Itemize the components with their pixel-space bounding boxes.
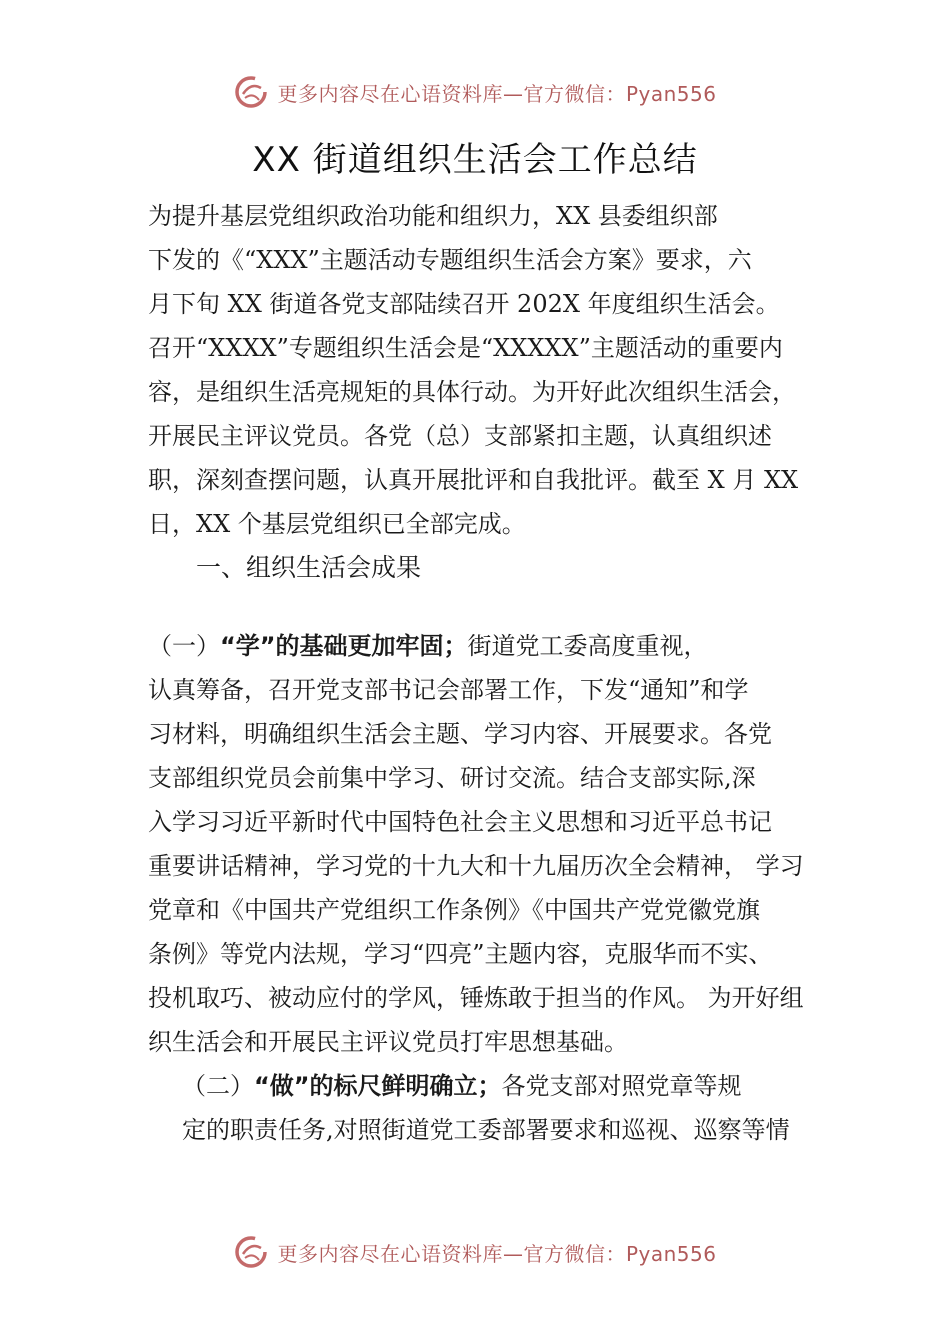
subsection-1-number: （一） [148, 632, 220, 660]
intro-paragraph: 为提升基层党组织政治功能和组织力，XX 县委组织部 下发的《“XXX”主题活动专题组织生活会方案》要求，六 月下旬 XX 街道各党支部陆续召开 202X 年度组织生活会。 召开“XXXX”专题组织生活会是“XXXXX”主题活动的重要内 容，是组织生活亮规矩的具体行动。为开好此次组织生活会， 开展民主评议党员。各党（总）支部紧扣主题，认真组织述 职，深刻查摆问题，认真开展批评和自我批评。截至 X 月 XX 日，XX 个基层党组织已全部完成。 [148, 202, 799, 538]
subsection-2-number: （二） [182, 1072, 254, 1100]
section-heading: 一、组织生活会成果 [196, 553, 422, 582]
header-watermark-banner [0, 72, 950, 112]
subsection-2-paragraph [182, 1020, 832, 1152]
footer-watermark-banner [0, 1232, 950, 1272]
subsection-1-body: 街道党工委高度重视， 认真筹备，召开党支部书记会部署工作，下发“通知”和学 习材料，明确组织生活会主题、学习内容、开展要求。各党 支部组织党员会前集中学习、研讨交流。结合支部实际,深 入学习习近平新时代中国特色社会主义思想和习近平总书记 重要讲话精神，学习党的十九大和十九届历次全会精神， 学习 党章和《中国共产党组织工作条例》《中国共产党党徽党旗 条例》等党内法规，学习“四亮”主题内容，克服华而不实、 投机取巧、被动应付的学风，锤炼敢于担当的作风。 为开好组 织生活会和开展民主评议党员打牢思想基础。 [148, 632, 804, 1056]
watermark-text: 更多内容尽在心语资料库—官方微信：Pyan556 [277, 81, 717, 106]
circular-brush-logo-icon [233, 1234, 269, 1270]
circular-brush-logo-icon [233, 74, 269, 110]
subsection-2-heading: “做”的标尺鲜明确立； [254, 1072, 502, 1100]
subsection-1-paragraph [148, 580, 828, 1064]
document-title: XX 街道组织生活会工作总结 [252, 140, 698, 180]
subsection-2-body: 各党支部对照党章等规 定的职责任务,对照街道党工委部署要求和巡视、巡察等情 [182, 1072, 790, 1144]
subsection-1-heading: “学”的基础更加牢固； [220, 632, 468, 660]
watermark-text: 更多内容尽在心语资料库—官方微信：Pyan556 [277, 1241, 717, 1266]
